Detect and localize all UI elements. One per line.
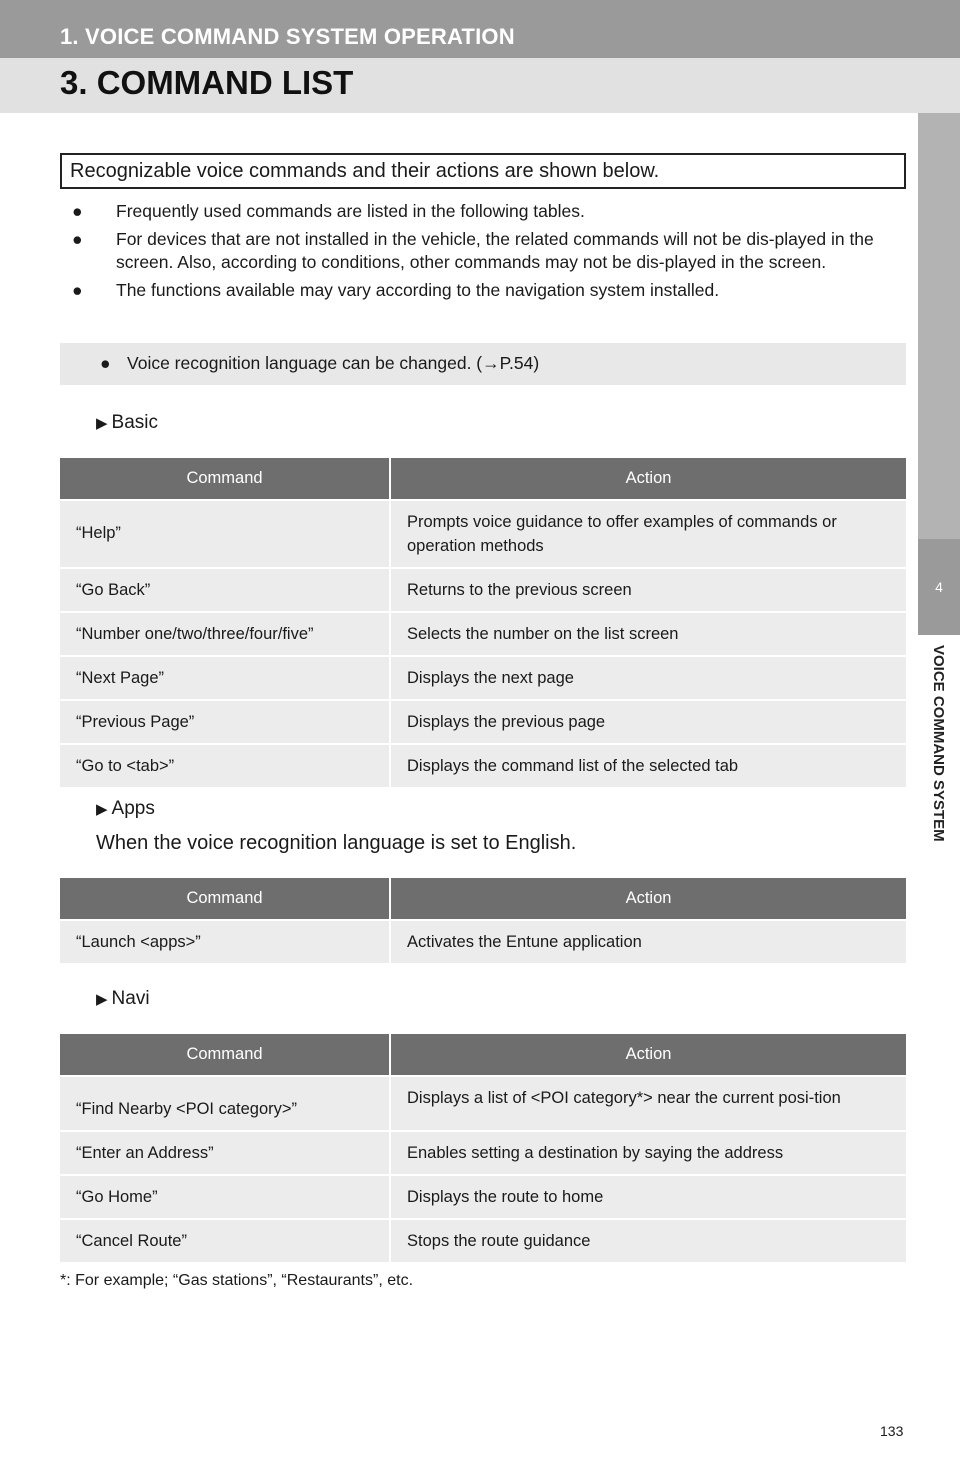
command-cell: “Number one/two/three/four/five” (60, 612, 390, 656)
side-tab-label-text: VOICE COMMAND SYSTEM (930, 645, 947, 842)
action-cell: Activates the Entune application (390, 920, 906, 963)
column-header-command: Command (60, 1034, 390, 1076)
section-header (0, 0, 960, 58)
page-title: 3. COMMAND LIST (60, 64, 354, 101)
table-row (60, 1076, 906, 1131)
table-row (60, 744, 906, 787)
triangle-right-icon: ▶ (96, 991, 108, 1008)
action-cell: Displays the previous page (390, 700, 906, 744)
basic-command-table (60, 458, 906, 787)
apps-subtitle: When the voice recognition language is set to English. (96, 832, 577, 854)
bullet-list (72, 200, 902, 307)
action-cell: Returns to the previous screen (390, 568, 906, 612)
section-heading-basic (96, 412, 158, 434)
section-heading-apps (96, 798, 155, 820)
command-cell: “Next Page” (60, 656, 390, 700)
section-title: 1. VOICE COMMAND SYSTEM OPERATION (60, 24, 515, 49)
command-cell: “Find Nearby <POI category>” (60, 1076, 390, 1131)
bullet-text: Frequently used commands are listed in the following tables. (116, 201, 585, 221)
command-cell: “Go Back” (60, 568, 390, 612)
apps-command-table (60, 878, 906, 963)
command-cell: “Enter an Address” (60, 1131, 390, 1175)
command-cell: “Go Home” (60, 1175, 390, 1219)
table-row (60, 656, 906, 700)
action-cell: Prompts voice guidance to offer examples of commands or operation methods (390, 500, 906, 568)
command-cell: “Launch <apps>” (60, 920, 390, 963)
table-header-row (60, 458, 906, 500)
action-cell: Selects the number on the list screen (390, 612, 906, 656)
table-header-row (60, 1034, 906, 1076)
command-cell: “Go to <tab>” (60, 744, 390, 787)
intro-box: Recognizable voice commands and their actions are shown below. (60, 153, 906, 189)
table-row (60, 568, 906, 612)
section-heading-text: Navi (111, 988, 150, 1009)
table-row (60, 1175, 906, 1219)
bullet-item (72, 200, 902, 223)
page-number: 133 (880, 1423, 904, 1439)
command-cell: “Cancel Route” (60, 1219, 390, 1262)
footnote: *: For example; “Gas stations”, “Restaurants”, etc. (60, 1272, 414, 1289)
side-tab-label (918, 635, 960, 1484)
column-header-command: Command (60, 878, 390, 920)
side-tab-upper (918, 113, 960, 539)
section-heading-text: Apps (111, 798, 155, 819)
table-header-row (60, 878, 906, 920)
bullet-text: The functions available may vary according to the navigation system installed. (116, 280, 720, 300)
page-header (0, 58, 960, 113)
action-cell: Enables setting a destination by saying the address (390, 1131, 906, 1175)
table-row (60, 1219, 906, 1262)
bullet-icon: ● (72, 229, 83, 249)
command-cell: “Help” (60, 500, 390, 568)
column-header-command: Command (60, 458, 390, 500)
command-cell: “Previous Page” (60, 700, 390, 744)
table-row (60, 612, 906, 656)
side-tab-number: 4 (918, 539, 960, 635)
table-row (60, 700, 906, 744)
info-note (60, 343, 906, 385)
section-heading-text: Basic (111, 412, 159, 433)
bullet-item (72, 279, 902, 302)
table-row (60, 920, 906, 963)
bullet-icon: ● (72, 201, 83, 221)
table-row (60, 1131, 906, 1175)
bullet-item (72, 228, 902, 274)
column-header-action: Action (390, 458, 906, 500)
bullet-icon: ● (72, 280, 83, 300)
action-cell: Displays a list of <POI category*> near the current posi-tion (390, 1076, 906, 1131)
action-cell: Displays the route to home (390, 1175, 906, 1219)
bullet-icon: ● (100, 353, 111, 373)
table-row (60, 500, 906, 568)
action-cell: Displays the command list of the selected tab (390, 744, 906, 787)
navi-command-table (60, 1034, 906, 1262)
triangle-right-icon: ▶ (96, 801, 108, 818)
note-text: Voice recognition language can be changed. (→P.54) (127, 353, 540, 373)
bullet-text: For devices that are not installed in the vehicle, the related commands will not be dis-played in the screen. Also, according to conditions, other commands may not be dis-played in the screen. (116, 229, 874, 272)
action-cell: Stops the route guidance (390, 1219, 906, 1262)
triangle-right-icon: ▶ (96, 415, 108, 432)
action-cell: Displays the next page (390, 656, 906, 700)
column-header-action: Action (390, 878, 906, 920)
section-heading-navi (96, 988, 150, 1010)
column-header-action: Action (390, 1034, 906, 1076)
